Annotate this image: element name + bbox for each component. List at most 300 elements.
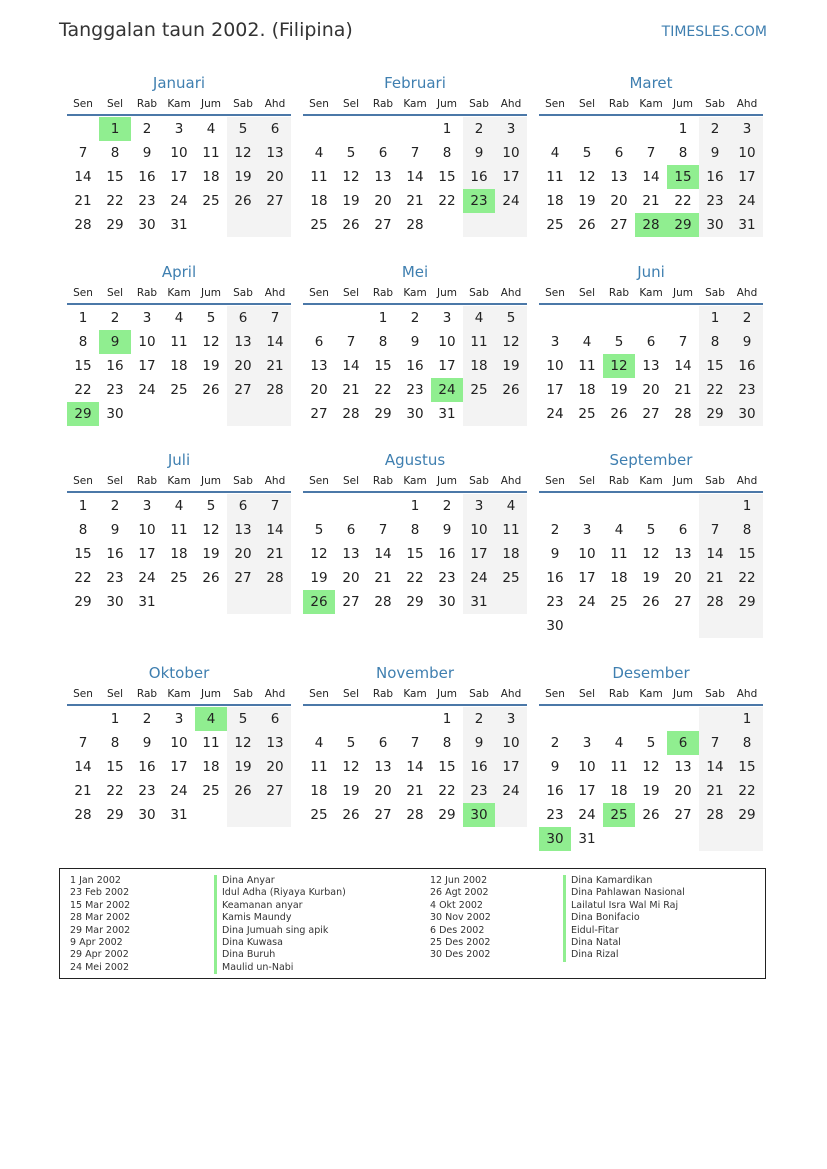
day-cell: 18 [310,193,328,209]
site-link[interactable]: TIMESLES.COM [661,24,767,40]
legend-holiday-name: Eidul-Fitar [563,925,685,937]
holiday-day-cell: 28 [635,213,667,237]
weekday-label: Jum [201,688,221,700]
weekday-header [303,684,527,706]
day-cell: 5 [646,522,656,538]
day-cell: 17 [170,759,188,775]
day-cell: 12 [342,169,360,185]
day-cell: 20 [674,570,692,586]
day-cell: 11 [578,358,596,374]
holiday-legend [59,868,766,979]
day-cell: 26 [342,807,360,823]
legend-holiday-name: Dina Bonifacio [563,912,685,924]
empty-cell [539,117,571,141]
day-cell: 14 [259,518,291,542]
day-cell: 27 [227,566,259,590]
day-cell: 7 [646,145,656,161]
weekday-label: Sel [342,98,360,110]
weekday-label: Sen [545,688,565,700]
day-cell: 3 [142,498,152,514]
day-cell: 26 [202,382,220,398]
weekday-label: Ahd [736,287,758,299]
month-oktober [67,662,291,827]
day-cell: 6 [346,522,356,538]
holiday-day-cell: 1 [99,117,131,141]
day-cell: 3 [442,310,452,326]
holiday-day-cell: 4 [195,707,227,731]
day-grid [67,306,291,426]
day-cell: 13 [674,759,692,775]
empty-cell [603,614,635,638]
day-cell: 14 [374,546,392,562]
empty-cell [195,213,227,237]
day-cell: 8 [442,735,452,751]
day-cell: 3 [174,121,184,137]
empty-cell [259,803,291,827]
month-name: September [609,451,693,469]
day-cell: 19 [578,193,596,209]
holiday-day-cell: 6 [667,731,699,755]
weekday-label: Sen [73,287,93,299]
day-cell: 17 [138,358,156,374]
day-cell: 3 [582,735,592,751]
day-cell: 26 [227,189,259,213]
day-cell: 2 [699,117,731,141]
weekday-header [67,471,291,493]
day-cell: 28 [406,217,424,233]
day-cell: 30 [731,402,763,426]
day-cell: 27 [674,807,692,823]
day-cell: 6 [227,306,259,330]
weekday-label: Ahd [264,287,286,299]
day-cell: 13 [259,731,291,755]
weekday-label: Jum [201,98,221,110]
day-cell: 24 [170,193,188,209]
day-cell: 15 [106,169,124,185]
empty-cell [699,494,731,518]
day-cell: 14 [699,755,731,779]
day-grid [67,494,291,614]
day-cell: 25 [610,594,628,610]
day-cell: 8 [699,330,731,354]
day-cell: 30 [138,217,156,233]
day-cell: 4 [614,735,624,751]
day-cell: 11 [610,759,628,775]
day-cell: 13 [310,358,328,374]
day-cell: 8 [78,334,88,350]
day-cell: 10 [731,141,763,165]
holiday-day-cell: 12 [603,354,635,378]
weekday-label: Rab [136,98,158,110]
day-cell: 24 [138,570,156,586]
day-cell: 15 [406,546,424,562]
day-cell: 31 [170,217,188,233]
page-title: Tanggalan taun 2002. (Filipina) [59,19,353,41]
legend-date: 1 Jan 2002 [70,875,121,886]
weekday-label: Sab [233,98,253,110]
weekday-label: Jum [673,475,693,487]
month-mei [303,261,527,426]
day-cell: 9 [731,330,763,354]
day-cell: 14 [699,542,731,566]
weekday-label: Sen [545,98,565,110]
weekday-label: Kam [639,475,663,487]
legend-date: 30 Des 2002 [430,949,491,961]
day-cell: 14 [74,169,92,185]
day-cell: 19 [342,193,360,209]
day-cell: 25 [170,570,188,586]
holiday-day-cell: 15 [667,165,699,189]
day-cell: 25 [310,807,328,823]
day-cell: 12 [642,759,660,775]
day-cell: 14 [406,169,424,185]
day-cell: 10 [138,334,156,350]
day-cell: 10 [495,141,527,165]
weekday-label: Kam [167,688,191,700]
day-cell: 6 [259,707,291,731]
day-cell: 26 [642,594,660,610]
month-desember [539,662,763,851]
day-cell: 12 [227,141,259,165]
day-cell: 29 [106,217,124,233]
day-cell: 16 [106,546,124,562]
weekday-label: Rab [608,688,630,700]
day-cell: 28 [674,406,692,422]
day-cell: 19 [227,755,259,779]
weekday-label: Jum [437,688,457,700]
weekday-label: Ahd [500,287,522,299]
legend-holiday-name: Idul Adha (Riyaya Kurban) [214,887,346,899]
weekday-label: Jum [201,475,221,487]
empty-cell [335,494,367,518]
day-cell: 12 [202,334,220,350]
day-cell: 4 [206,121,216,137]
holiday-day-cell: 25 [603,803,635,827]
day-cell: 25 [202,193,220,209]
day-cell: 10 [546,358,564,374]
legend-names-col-1 [214,875,346,974]
day-cell: 5 [614,334,624,350]
day-cell: 30 [106,594,124,610]
empty-cell [495,213,527,237]
day-cell: 7 [378,522,388,538]
day-cell: 1 [78,498,88,514]
day-cell: 19 [310,570,328,586]
day-cell: 7 [346,334,356,350]
weekday-label: Kam [167,287,191,299]
day-cell: 4 [174,310,184,326]
weekday-header [539,94,763,116]
day-cell: 22 [438,783,456,799]
day-cell: 18 [610,570,628,586]
day-cell: 22 [674,193,692,209]
day-cell: 23 [106,382,124,398]
empty-cell [571,494,603,518]
day-cell: 23 [546,807,564,823]
weekday-label: Sab [233,287,253,299]
day-cell: 2 [110,498,120,514]
legend-holiday-name: Lailatul Isra Wal Mi Raj [563,900,685,912]
day-cell: 22 [106,193,124,209]
day-cell: 14 [674,358,692,374]
legend-holiday-name: Dina Anyar [214,875,346,887]
weekday-label: Sel [578,688,596,700]
month-name: Oktober [148,664,210,682]
month-name: April [161,263,197,281]
day-cell: 6 [646,334,656,350]
day-cell: 11 [463,330,495,354]
day-cell: 5 [227,117,259,141]
day-cell: 13 [342,546,360,562]
weekday-label: Sel [106,98,124,110]
day-cell: 19 [642,783,660,799]
holiday-day-cell: 23 [463,189,495,213]
legend-date: 6 Des 2002 [430,924,485,936]
day-cell: 28 [259,378,291,402]
day-cell: 13 [374,759,392,775]
legend-date: 25 Des 2002 [430,936,491,948]
day-cell: 17 [170,169,188,185]
legend-dates-col-1 [70,875,130,974]
weekday-label: Rab [608,98,630,110]
empty-cell [539,494,571,518]
day-cell: 8 [442,145,452,161]
day-cell: 2 [410,310,420,326]
day-cell: 29 [406,594,424,610]
weekday-header [539,283,763,305]
day-cell: 29 [731,590,763,614]
day-cell: 12 [342,759,360,775]
weekday-label: Ahd [736,98,758,110]
day-cell: 11 [310,169,328,185]
day-cell: 2 [142,121,152,137]
weekday-label: Kam [403,475,427,487]
day-cell: 13 [674,546,692,562]
holiday-day-cell: 9 [99,330,131,354]
day-cell: 28 [699,590,731,614]
day-cell: 12 [578,169,596,185]
day-cell: 4 [614,522,624,538]
weekday-label: Sab [705,287,725,299]
day-cell: 1 [699,306,731,330]
day-cell: 31 [170,807,188,823]
weekday-label: Sab [705,98,725,110]
legend-holiday-name: Dina Kamardikan [563,875,685,887]
day-cell: 9 [410,334,420,350]
day-cell: 28 [374,594,392,610]
day-cell: 23 [731,378,763,402]
day-cell: 8 [410,522,420,538]
day-cell: 23 [463,779,495,803]
day-cell: 11 [202,735,220,751]
day-cell: 11 [310,759,328,775]
day-cell: 20 [610,193,628,209]
month-name: Desember [612,664,690,682]
day-cell: 21 [374,570,392,586]
day-grid [539,707,763,851]
day-cell: 21 [342,382,360,398]
weekday-label: Sel [106,475,124,487]
day-cell: 30 [438,594,456,610]
day-cell: 3 [731,117,763,141]
day-cell: 27 [374,217,392,233]
weekday-label: Sab [469,475,489,487]
day-cell: 7 [678,334,688,350]
day-cell: 12 [642,546,660,562]
day-cell: 9 [110,522,120,538]
day-cell: 27 [610,217,628,233]
empty-cell [603,117,635,141]
weekday-label: Jum [673,98,693,110]
legend-holiday-name: Dina Rizal [563,949,685,961]
day-cell: 21 [406,783,424,799]
day-cell: 13 [610,169,628,185]
day-cell: 2 [550,735,560,751]
empty-cell [335,306,367,330]
day-cell: 3 [582,522,592,538]
empty-cell [303,494,335,518]
weekday-label: Rab [136,688,158,700]
day-cell: 14 [74,759,92,775]
month-name: Juli [167,451,191,469]
day-cell: 10 [438,334,456,350]
day-cell: 19 [227,165,259,189]
weekday-label: Sen [309,475,329,487]
day-cell: 2 [142,711,152,727]
legend-holiday-name: Maulid un-Nabi [214,962,346,974]
day-cell: 30 [138,807,156,823]
day-cell: 1 [442,121,452,137]
day-cell: 7 [259,306,291,330]
empty-cell [195,590,227,614]
day-cell: 1 [378,310,388,326]
day-cell: 8 [378,334,388,350]
day-cell: 2 [463,117,495,141]
day-cell: 1 [410,498,420,514]
empty-cell [163,402,195,426]
empty-cell [635,614,667,638]
day-cell: 4 [314,145,324,161]
day-cell: 19 [342,783,360,799]
day-cell: 6 [378,145,388,161]
day-cell: 6 [259,117,291,141]
day-cell: 15 [731,542,763,566]
weekday-header [67,94,291,116]
day-cell: 17 [578,570,596,586]
day-cell: 2 [731,306,763,330]
day-cell: 1 [731,707,763,731]
day-cell: 27 [310,406,328,422]
day-cell: 15 [438,759,456,775]
day-cell: 19 [202,358,220,374]
month-name: Juni [637,263,665,281]
day-cell: 28 [259,566,291,590]
day-grid [67,707,291,827]
day-cell: 21 [699,566,731,590]
day-cell: 5 [314,522,324,538]
legend-date: 4 Okt 2002 [430,899,483,911]
weekday-label: Kam [167,98,191,110]
empty-cell [367,707,399,731]
empty-cell [163,590,195,614]
day-cell: 22 [74,570,92,586]
day-cell: 26 [578,217,596,233]
day-cell: 12 [227,731,259,755]
holiday-day-cell: 26 [303,590,335,614]
day-cell: 22 [374,382,392,398]
weekday-label: Ahd [500,688,522,700]
day-cell: 8 [731,518,763,542]
empty-cell [463,402,495,426]
weekday-label: Sel [106,688,124,700]
day-cell: 24 [495,189,527,213]
day-cell: 1 [78,310,88,326]
day-cell: 15 [438,169,456,185]
day-grid [303,707,527,827]
holiday-day-cell: 24 [431,378,463,402]
weekday-label: Jum [201,287,221,299]
day-grid [539,306,763,426]
legend-date: 15 Mar 2002 [70,899,131,911]
empty-cell [603,827,635,851]
day-cell: 17 [731,165,763,189]
legend-holiday-name: Dina Buruh [214,949,346,961]
day-cell: 17 [438,358,456,374]
day-cell: 11 [495,518,527,542]
day-cell: 21 [699,779,731,803]
day-cell: 11 [610,546,628,562]
weekday-label: Kam [639,688,663,700]
weekday-label: Sab [469,98,489,110]
empty-cell [195,803,227,827]
day-cell: 20 [227,354,259,378]
day-cell: 21 [406,193,424,209]
day-cell: 30 [406,406,424,422]
legend-date: 23 Feb 2002 [70,887,130,899]
empty-cell [259,213,291,237]
day-cell: 10 [578,546,596,562]
legend-date: 30 Nov 2002 [430,912,491,924]
day-cell: 21 [674,382,692,398]
day-cell: 17 [578,783,596,799]
day-cell: 17 [463,542,495,566]
weekday-label: Sel [342,287,360,299]
weekday-label: Jum [673,688,693,700]
empty-cell [259,402,291,426]
day-cell: 18 [495,542,527,566]
day-cell: 31 [138,594,156,610]
day-cell: 9 [550,759,560,775]
day-cell: 2 [442,498,452,514]
day-cell: 27 [642,406,660,422]
day-cell: 24 [138,382,156,398]
day-cell: 9 [442,522,452,538]
legend-names-col-2 [563,875,685,962]
empty-cell [495,590,527,614]
day-cell: 25 [546,217,564,233]
day-cell: 19 [610,382,628,398]
empty-cell [367,494,399,518]
empty-cell [227,213,259,237]
weekday-label: Rab [372,475,394,487]
weekday-label: Sel [578,98,596,110]
month-name: Maret [629,74,673,92]
day-cell: 16 [546,570,564,586]
day-cell: 28 [342,406,360,422]
empty-cell [571,306,603,330]
day-cell: 20 [342,570,360,586]
empty-cell [303,306,335,330]
